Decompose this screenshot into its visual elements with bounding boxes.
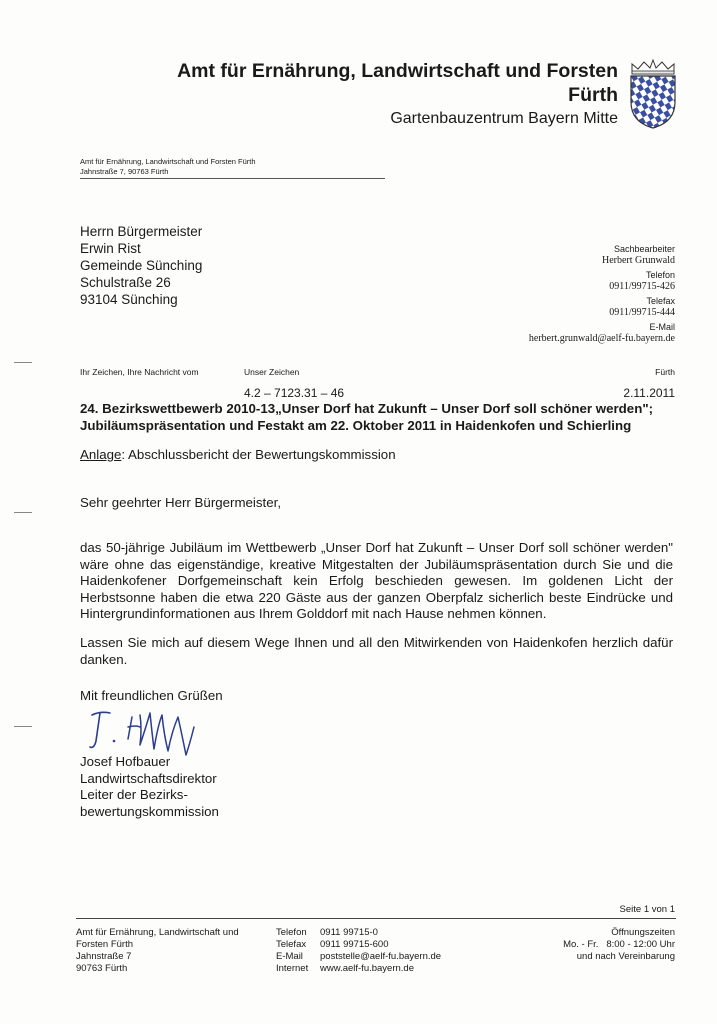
subject-line-2: Jubiläumspräsentation und Festakt am 22. Oktober 2011 in Haidenkofen und Schierling (80, 418, 632, 433)
footer-address-line: Forsten Fürth (76, 939, 134, 950)
signer-role-2: bewertungskommission (80, 803, 219, 819)
footer-website-link[interactable]: www.aelf-fu.bayern.de (320, 963, 414, 974)
footer-comm-labels (276, 927, 308, 975)
annex (80, 447, 396, 462)
recipient-address (80, 223, 202, 308)
footer-internet-label: Internet (276, 963, 309, 974)
agency-city: Fürth (568, 84, 618, 106)
recipient-line: 93104 Sünching (80, 292, 178, 307)
subject-line-1: 24. Bezirkswettbewerb 2010-13„Unser Dorf hat Zukunft – Unser Dorf soll schöner werden"; (80, 401, 654, 416)
recipient-line: Herrn Bürgermeister (80, 224, 203, 239)
signer-block (80, 754, 219, 820)
salutation: Sehr geehrter Herr Bürgermeister, (80, 495, 282, 510)
contact-block (529, 243, 675, 347)
sender-divider (80, 178, 385, 179)
footer-comm-values (320, 927, 441, 975)
agency-name: Amt für Ernährung, Landwirtschaft und Forsten (177, 60, 618, 82)
recipient-line: Gemeinde Sünching (80, 258, 203, 273)
footer-email-link[interactable]: poststelle@aelf-fu.bayern.de (320, 951, 442, 962)
page-number: Seite 1 von 1 (619, 904, 675, 915)
footer-fax-value: 0911 99715-600 (320, 939, 389, 950)
signer-name: Josef Hofbauer (80, 754, 171, 769)
body-paragraph-1: das 50-jährige Jubiläum im Wettbewerb „Unser Dorf hat Zukunft – Unser Dorf soll schöner werden" wäre ohne das eigenständige, kreative Mitgestalten der Jubiläumspräsentation durch Sie und die Haidenkofener Dorfgemeinschaft kein Erfolg beschieden gewesen. Im goldenen Licht der Herbstsonne haben die etwa 220 Gäste aus der ganzen Oberpfalz sicherlich beste Eindrücke und Hintergrundinformationen aus Ihrem Golddorf mit nach Hause nehmen können. (80, 540, 673, 621)
place-label: Fürth (655, 367, 675, 377)
signer-role-1: Leiter der Bezirks- (80, 787, 188, 802)
annex-label: Anlage (80, 447, 122, 462)
body-paragraph-2: Lassen Sie mich auf diesem Wege Ihnen und all den Mitwirkenden von Haidenkofen herzlich dafür danken. (80, 635, 673, 667)
subject (80, 400, 676, 434)
footer-phone-label: Telefon (276, 927, 307, 938)
footer-address-line: 90763 Fürth (76, 963, 128, 974)
footer-fax-label: Telefax (276, 939, 307, 950)
recipient-line: Schulstraße 26 (80, 275, 171, 290)
footer-divider (76, 918, 676, 919)
letter-date: 2.11.2011 (623, 386, 675, 400)
email-label: E-Mail (649, 322, 675, 332)
signer-title: Landwirtschaftsdirektor (80, 770, 217, 786)
fold-mark (14, 726, 32, 727)
opening-hours-label: Öffnungszeiten (611, 927, 675, 938)
annex-text: : Abschlussbericht der Bewertungskommission (121, 447, 396, 462)
agency-unit: Gartenbauzentrum Bayern Mitte (390, 110, 618, 127)
bavarian-crest-icon (626, 58, 680, 130)
punch-mark (14, 512, 32, 513)
footer-address-line: Amt für Ernährung, Landwirtschaft und (76, 927, 239, 938)
closing: Mit freundlichen Grüßen (80, 688, 223, 703)
phone-label: Telefon (645, 270, 675, 280)
fold-mark (14, 362, 32, 363)
footer-address (76, 927, 239, 975)
sender-line-1: Amt für Ernährung, Landwirtschaft und Forsten Fürth (80, 157, 256, 166)
our-reference-value: 4.2 – 7123.31 – 46 (244, 386, 345, 400)
footer-opening-hours (563, 927, 675, 963)
sender-address (80, 157, 256, 176)
footer-phone-value: 0911 99715-0 (320, 927, 378, 938)
footer-email-label: E-Mail (276, 951, 303, 962)
fax-value: 0911/99715-444 (609, 307, 675, 318)
phone-value: 0911/99715-426 (609, 281, 675, 292)
our-reference-label: Unser Zeichen (244, 367, 300, 377)
recipient-line: Erwin Rist (80, 241, 141, 256)
opening-hours-note: und nach Vereinbarung (576, 951, 675, 962)
fax-label: Telefax (646, 296, 675, 306)
clerk-value: Herbert Grunwald (601, 255, 675, 266)
sender-line-2: Jahnstraße 7, 90763 Fürth (80, 166, 169, 176)
opening-hours-time: Mo. - Fr. 8:00 - 12:00 Uhr (563, 939, 675, 950)
footer-address-line: Jahnstraße 7 (76, 951, 132, 962)
clerk-label: Sachbearbeiter (613, 244, 675, 254)
email-value: herbert.grunwald@aelf-fu.bayern.de (528, 333, 675, 344)
your-reference-label: Ihr Zeichen, Ihre Nachricht vom (80, 367, 199, 377)
